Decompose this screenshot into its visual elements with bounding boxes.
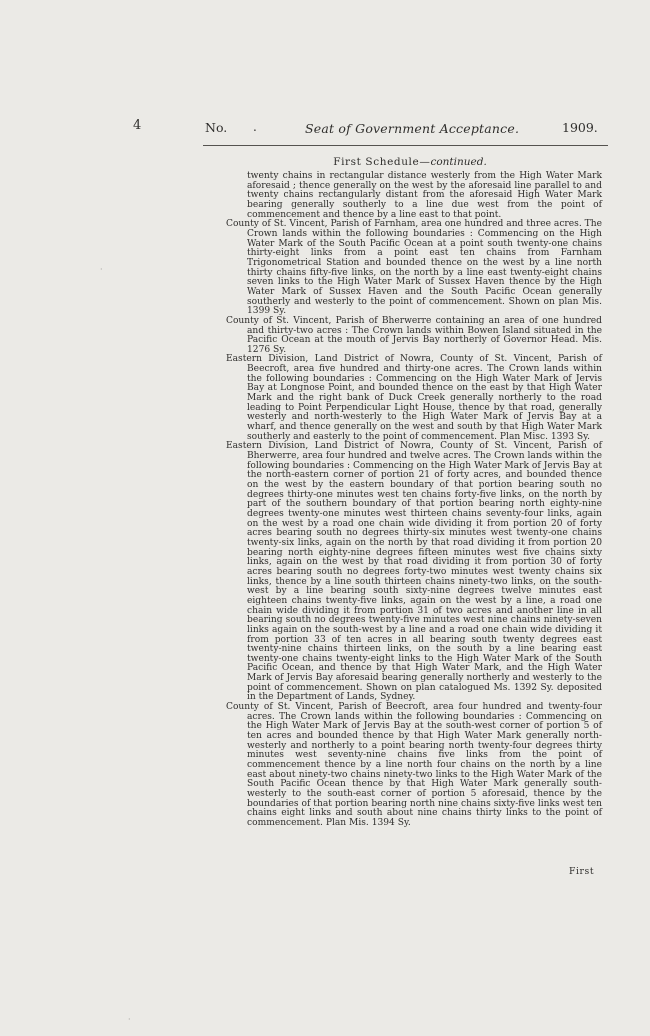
schedule-paragraph: County of St. Vincent, Parish of Bherwerre containing an area of one hundred and thirty-two acres : The Crown lands within Bowen Island situated in the Pacific Ocean at the mouth of Jervis Bay northerly of Governor Head. Mis. 1276 Sy. <box>226 315 602 355</box>
schedule-paragraph: County of St. Vincent, Parish of Beecroft, area four hundred and twenty-four acres. The Crown lands within the following boundaries : Commencing on the High Water Mark of Jervis Bay at the south-west corner of portion 5 of ten acres and bounded thence by that High Water Mark generally north-westerly and northerly to a point bearing north twenty-four degrees thirty minutes west seventy-nine chains five links from the point of commencement thence by a line north four chains on the north by a line east about ninety-two chains ninety-two links to the High Water Mark of the South Pacific Ocean thence by that High Water Mark generally south-westerly to the south-east corner of portion 5 aforesaid, thence by the boundaries of that portion bearing north nine chains sixty-five links west ten chains eight links and south about nine chains thirty links to the point of commencement. Plan Mis. 1394 Sy. <box>226 702 602 828</box>
header-year: 1909. <box>562 120 598 135</box>
schedule-title <box>210 156 610 168</box>
schedule-paragraph: twenty chains in rectangular distance westerly from the High Water Mark aforesaid ; thence generally on the west by the aforesaid line parallel to and twenty chains rectangularly distant from the aforesaid High Water Mark bearing generally southerly to a line due west from the point of commencement and thence by a line east to that point. <box>247 171 602 220</box>
header-rule <box>203 145 608 146</box>
paper-speck: · <box>100 265 103 274</box>
page-header <box>0 118 650 142</box>
running-title: Seat of Government Acceptance. <box>305 121 520 136</box>
catchword: First <box>569 866 595 877</box>
schedule-paragraph: Eastern Division, Land District of Nowra, County of St. Vincent, Parish of Bherwerre, area four hundred and twelve acres. The Crown lands within the following boundaries : Commencing on the High Water Mark of Jervis Bay at the north-eastern corner of portion 21 of forty acres, and bounded thence on the west by the eastern boundary of that portion bearing south no degrees thirty-one minutes west ten chains forty-five links, on the north by part of the southern boundary of that portion bearing north eighty-nine degrees twenty-one minutes west thirteen chains seventy-four links, again on the west by a road one chain wide dividing it from portion 20 of forty acres bearing south no degrees thirty-six minutes west twenty-one chains twenty-six links, again on the north by that road dividing it from portion 20 bearing north eighty-nine degrees fifteen minutes west five chains sixty links, again on the west by that road dividing it from portion 30 of forty acres bearing south no degrees forty-two minutes west twenty chains six links, thence by a line south thirteen chains ninety-two links, on the south-west by a line bearing south sixty-nine degrees twelve minutes east eighteen chains twenty-five links, again on the west by a line, a road one chain wide dividing it from portion 31 of two acres and another line in all bearing south no degrees twenty-five minutes west nine chains ninety-seven links again on the south-west by a line and a road one chain wide dividing it from portion 33 of ten acres in all bearing south twenty degrees east twenty-nine chains thirteen links, on the south by a line bearing east twenty-one chains twenty-eight links to the High Water Mark of the South Pacific Ocean, and thence by that High Water Mark, and the High Water Mark of Jervis Bay aforesaid bearing generally northerly and westerly to the point of commencement. Shown on plan catalogued Ms. 1392 Sy. deposited in the Department of Lands, Sydney. <box>226 441 602 703</box>
schedule-body <box>226 172 602 829</box>
schedule-paragraph: County of St. Vincent, Parish of Farnham, area one hundred and three acres. The Crown lands within the following boundaries : Commencing on the High Water Mark of the South Pacific Ocean at a point south twenty-one chains thirty-eight links from a point east ten chains from Farnham Trigonometrical Station and bounded thence on the west by a line north thirty chains fifty-five links, on the north by a line east twenty-eight chains seven links to the High Water Mark of Sussex Haven thence by the High Water Mark of Sussex Haven and the South Pacific Ocean generally southerly and westerly to the point of commencement. Shown on plan Mis. 1399 Sy. <box>226 219 602 317</box>
paper-speck: · <box>128 1015 131 1024</box>
schedule-title-text: First Schedule— <box>333 156 431 168</box>
page-number: 4 <box>133 118 142 133</box>
number-label: No. <box>205 120 228 135</box>
schedule-paragraph: Eastern Division, Land District of Nowra, County of St. Vincent, Parish of Beecroft, area five hundred and thirty-one acres. The Crown lands within the following boundaries : Commencing on the High Water Mark of Jervis Bay at Longnose Point, and bounded thence on the east by that High Water Mark and the right bank of Duck Creek generally northerly to the road leading to Point Perpendicular Light House, thence by that road, generally westerly and north-westerly to the High Water Mark of Jervis Bay at a wharf, and thence generally on the west and south by that High Water Mark southerly and easterly to the point of commencement. Plan Misc. 1393 Sy. <box>226 354 602 442</box>
schedule-title-continued: continued. <box>430 156 487 168</box>
header-dot: . <box>253 120 257 134</box>
